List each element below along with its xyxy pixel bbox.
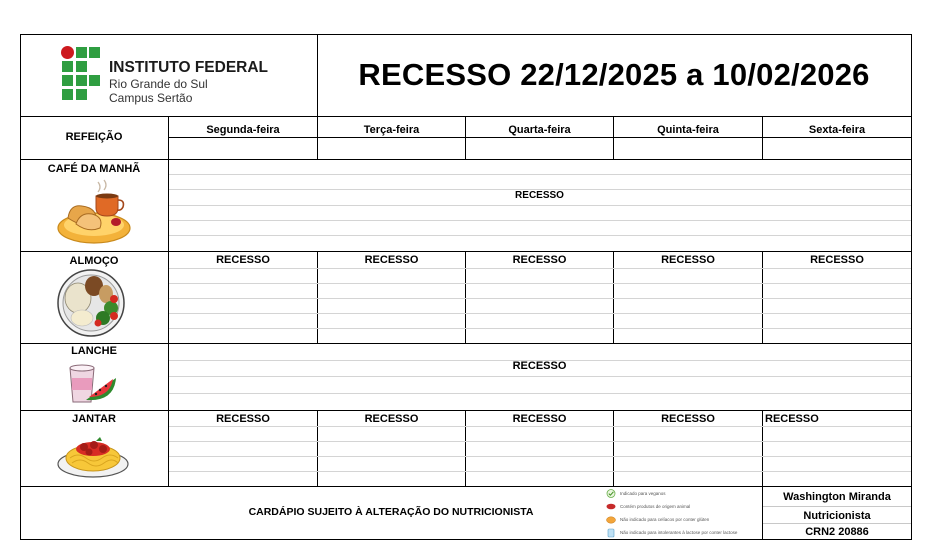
institute-name: INSTITUTO FEDERAL (109, 59, 269, 76)
legend-gluten-text: Não indicado para celíacos por conter glúten (620, 517, 710, 522)
meal-label-dinner: JANTAR (72, 413, 116, 425)
day-header-monday: Segunda-feira (206, 124, 280, 136)
row-divider (20, 343, 912, 344)
logo-square (62, 89, 73, 100)
legend-meat-text: Contém produtos de origem animal (620, 504, 691, 509)
vegan-check-icon (606, 489, 616, 498)
meal-label-breakfast: CAFÉ DA MANHÃ (47, 163, 141, 175)
row-rule (169, 393, 911, 394)
row-rule (169, 235, 911, 236)
row-divider (20, 159, 912, 160)
day-divider (762, 410, 763, 486)
snack-recess: RECESSO (512, 360, 567, 372)
menu-notice: CARDÁPIO SUJEITO À ALTERAÇÃO DO NUTRICIONISTA (248, 506, 534, 518)
legend-vegan (606, 488, 760, 500)
row-rule (169, 174, 911, 175)
logo-square (62, 75, 73, 86)
footer-top-line (20, 486, 912, 487)
row-rule (169, 220, 911, 221)
row-rule (169, 268, 911, 269)
signature-rule (763, 523, 911, 524)
breakfast-recess: RECESSO (515, 190, 564, 201)
meal-column-header: REFEIÇÃO (65, 131, 123, 143)
row-rule (169, 313, 911, 314)
dinner-recess-monday: RECESSO (216, 413, 270, 425)
day-header-line (168, 137, 912, 138)
day-header-wednesday: Quarta-feira (508, 124, 571, 136)
row-rule (169, 426, 911, 427)
row-rule (169, 328, 911, 329)
dinner-recess-tuesday: RECESSO (364, 413, 419, 425)
meal-label-lunch: ALMOÇO (69, 255, 119, 267)
legend-lactose-text: Não indicado para intolerantes à lactose por conter lactose (620, 530, 738, 535)
meal-label-snack: LANCHE (71, 345, 117, 357)
day-header-thursday: Quinta-feira (657, 124, 719, 136)
legend-lactose (606, 527, 760, 539)
nutritionist-name: Washington Miranda (783, 491, 891, 503)
signature-rule (763, 506, 911, 507)
dinner-recess-thursday: RECESSO (661, 413, 715, 425)
menu-table-frame (20, 34, 912, 540)
logo-square (76, 89, 87, 100)
institute-state: Rio Grande do Sul (109, 77, 208, 91)
snack-icon (64, 360, 120, 408)
header-bottom-line (20, 116, 912, 117)
logo-square (62, 61, 73, 72)
logo-square (76, 75, 87, 86)
row-rule (169, 205, 911, 206)
dinner-pasta-icon (56, 432, 130, 480)
row-rule (169, 456, 911, 457)
row-divider (20, 410, 912, 411)
row-rule (169, 471, 911, 472)
day-header-tuesday: Terça-feira (363, 124, 420, 136)
gluten-icon (606, 516, 616, 524)
lunch-recess-monday: RECESSO (216, 254, 270, 266)
milk-icon (606, 528, 616, 538)
meat-icon (606, 503, 616, 510)
breakfast-icon (54, 178, 134, 246)
logo-square (89, 75, 100, 86)
lunch-recess-thursday: RECESSO (661, 254, 715, 266)
row-rule (169, 283, 911, 284)
dinner-recess-friday: RECESSO (765, 413, 819, 425)
diet-legend (606, 488, 760, 538)
logo-square (76, 47, 87, 58)
lunch-plate-icon (56, 268, 126, 338)
legend-meat (606, 501, 760, 513)
logo-square (89, 47, 100, 58)
lunch-recess-friday: RECESSO (810, 254, 864, 266)
institute-logo (60, 46, 110, 104)
nutritionist-role: Nutricionista (803, 510, 871, 522)
logo-red-circle (61, 46, 74, 59)
institute-campus: Campus Sertão (109, 91, 193, 105)
row-rule (169, 376, 911, 377)
meal-column-divider (168, 116, 169, 486)
logo-square (76, 61, 87, 72)
lunch-recess-tuesday: RECESSO (364, 254, 419, 266)
page-title: RECESSO 22/12/2025 a 10/02/2026 (358, 57, 870, 92)
legend-vegan-text: Indicado para veganos (620, 491, 666, 496)
row-divider (20, 251, 912, 252)
legend-gluten (606, 514, 760, 526)
dinner-recess-wednesday: RECESSO (512, 413, 567, 425)
day-header-friday: Sexta-feira (808, 124, 866, 136)
lunch-recess-wednesday: RECESSO (512, 254, 567, 266)
row-rule (169, 298, 911, 299)
row-rule (169, 441, 911, 442)
nutritionist-crn: CRN2 20886 (805, 526, 869, 538)
